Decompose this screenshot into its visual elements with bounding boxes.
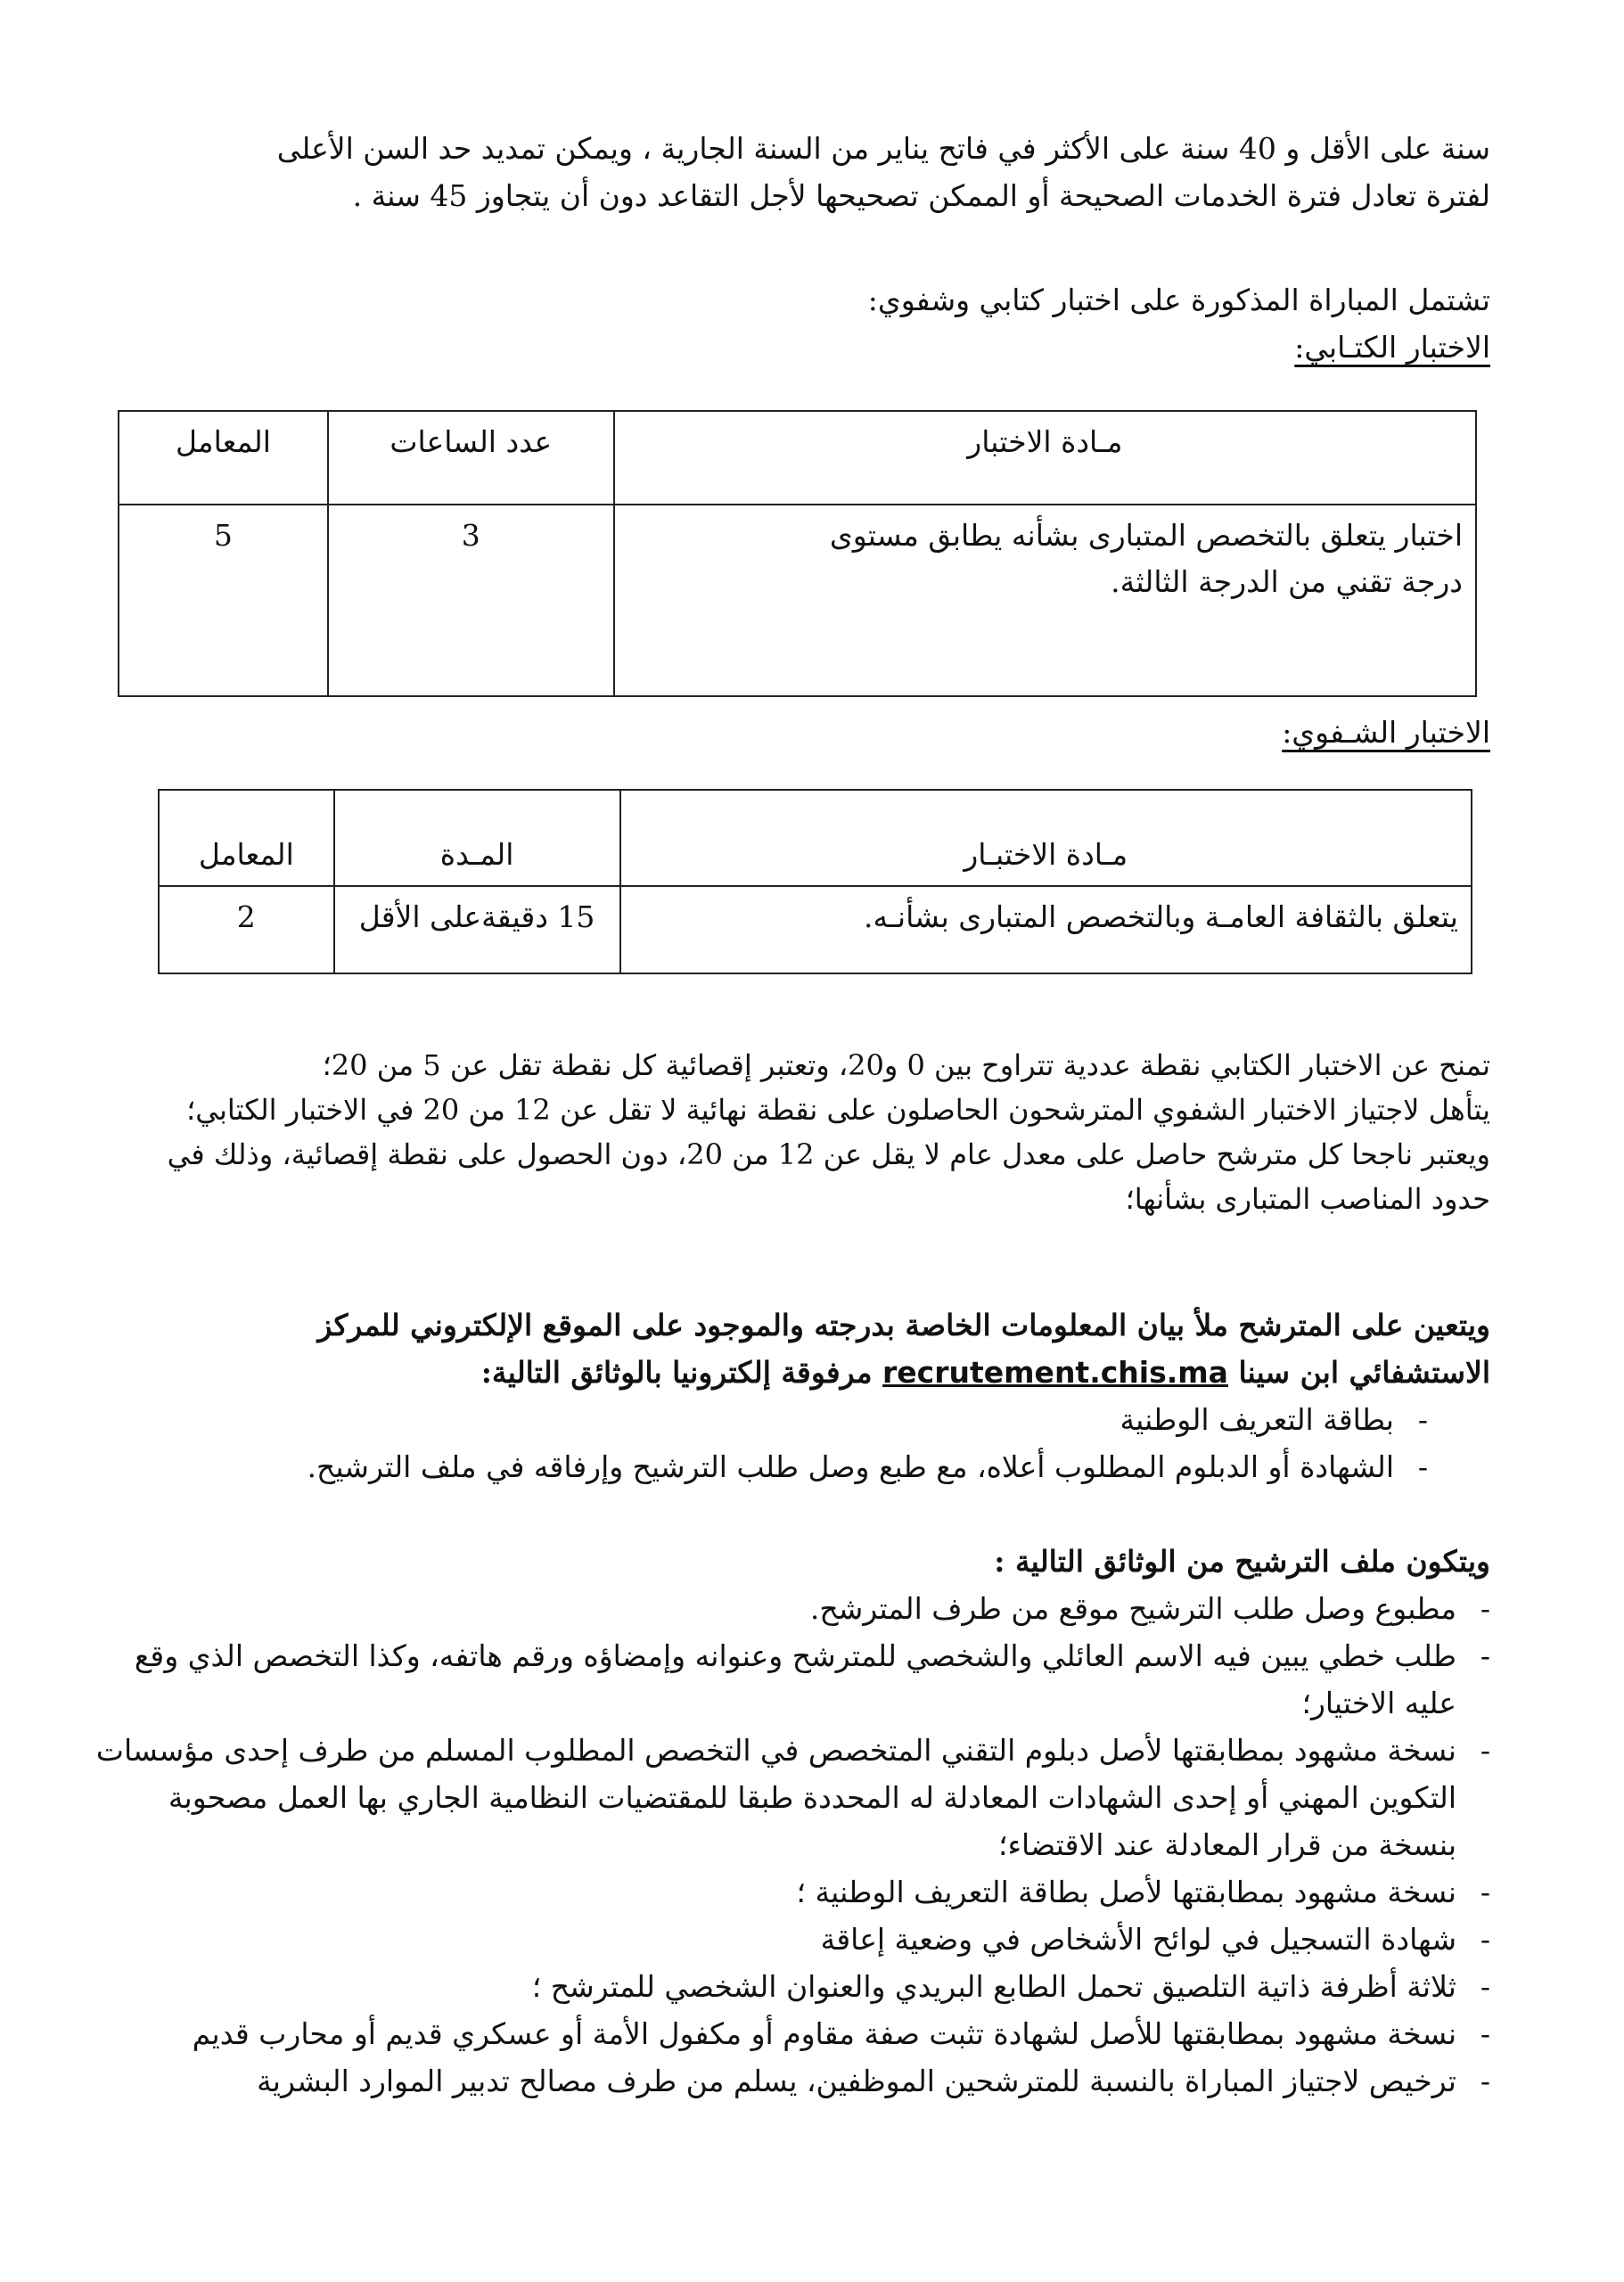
list-item: - طلب خطي يبين فيه الاسم العائلي والشخصي للمترشح وعنوانه وإمضاؤه ورقم هاتفه، وكذا التخصص الذي وقع عليه الاختيار؛ <box>86 1632 1490 1727</box>
list-item: - نسخة مشهود بمطابقتها للأصل لشهادة تثبت صفة مقاوم أو مكفول الأمة أو عسكري قديم أو محارب قديم <box>86 2010 1490 2057</box>
intro-line: لفترة تعادل فترة الخدمات الصحيحة أو الممكن تصحيحها لأجل التقاعد دون أن يتجاوز 45 سنة . <box>352 178 1490 213</box>
header-coefficient: المعامل <box>119 411 328 505</box>
oral-exam-heading: الاختبار الشـفوي: <box>1282 715 1490 750</box>
oral-exam-heading-block <box>118 709 1490 756</box>
header-subject: مـادة الاختبار <box>614 411 1476 505</box>
list-item: - الشهادة أو الدبلوم المطلوب أعلاه، مع طبع وصل طلب الترشيح وإرفاقه في ملف الترشيح. <box>100 1443 1428 1490</box>
list-item: - شهادة التسجيل في لوائح الأشخاص في وضعية إعاقة <box>86 1916 1490 1963</box>
intro-paragraph <box>118 125 1490 219</box>
subject-line: اختبار يتعلق بالتخصص المتبارى بشأنه يطابق مستوى <box>829 518 1463 553</box>
grading-line: ويعتبر ناجحا كل مترشح حاصل على معدل عام لا يقل عن 12 من 20، دون الحصول على نقطة إقصائية، وذلك في <box>167 1137 1490 1171</box>
intro-line: سنة على الأقل و 40 سنة على الأكثر في فاتح يناير من السنة الجارية ، ويمكن تمديد حد السن الأعلى <box>276 131 1490 166</box>
oral-exam-table <box>158 789 1472 974</box>
application-file <box>86 1538 1490 2105</box>
list-item: - نسخة مشهود بمطابقتها لأصل بطاقة التعريف الوطنية ؛ <box>86 1868 1490 1916</box>
cell-subject: يتعلق بالثقافة العامـة وبالتخصص المتبارى بشأنـه. <box>620 886 1472 973</box>
list-item: - نسخة مشهود بمطابقتها لأصل دبلوم التقني المتخصص في التخصص المطلوب المسلم من طرف إحدى مؤسسات التكوين المهني أو إحدى الشهادات المعادلة له المحددة طبقا للمقتضيات النظامية الجاري بها العمل مصحوبة بنسخة من قرار المعادلة عند الاقتضاء؛ <box>86 1727 1490 1868</box>
online-instruction: ويتعين على المترشح ملأ بيان المعلومات الخاصة بدرجته والموجود على الموقع الإلكتروني للمركز <box>317 1308 1490 1342</box>
table-header-row <box>119 411 1476 505</box>
recruitment-website-link[interactable]: recrutement.chis.ma <box>882 1355 1228 1390</box>
cell-coefficient: 2 <box>159 886 334 973</box>
cell-hours: 3 <box>328 505 614 696</box>
header-coefficient: المعامل <box>159 790 334 886</box>
header-duration: المـدة <box>334 790 620 886</box>
online-application <box>100 1301 1490 1490</box>
online-documents-list <box>100 1396 1490 1490</box>
list-item: - ترخيص لاجتياز المباراة بالنسبة للمترشحين الموظفين، يسلم من طرف مصالح تدبير الموارد البشرية <box>86 2057 1490 2105</box>
written-exam-table <box>118 410 1477 697</box>
header-subject: مـادة الاختبـار <box>620 790 1472 886</box>
list-item: - بطاقة التعريف الوطنية <box>100 1396 1428 1443</box>
grading-line: حدود المناصب المتبارى بشأنها؛ <box>1125 1182 1490 1216</box>
written-exam-heading: الاختبار الكتـابي: <box>1294 330 1490 365</box>
exam-intro <box>118 276 1490 371</box>
application-file-heading: ويتكون ملف الترشيح من الوثائق التالية : <box>994 1544 1490 1579</box>
list-item: - ثلاثة أظرفة ذاتية التلصيق تحمل الطابع البريدي والعنوان الشخصي للمترشح ؛ <box>86 1963 1490 2010</box>
application-file-list <box>86 1585 1490 2105</box>
cell-duration: 15 دقيقةعلى الأقل <box>334 886 620 973</box>
grading-rules <box>100 1043 1490 1221</box>
grading-line: تمنح عن الاختبار الكتابي نقطة عددية تتراوح بين 0 و20، وتعتبر إقصائية كل نقطة تقل عن 5 من 20؛ <box>322 1048 1490 1082</box>
subject-line: درجة تقني من الدرجة الثالثة. <box>1111 564 1463 599</box>
grading-line: يتأهل لاجتياز الاختبار الشفوي المترشحون الحاصلون على نقطة نهائية لا تقل عن 12 من 20 في الاختبار الكتابي؛ <box>186 1093 1490 1127</box>
list-item: - مطبوع وصل طلب الترشيح موقع من طرف المترشح. <box>86 1585 1490 1632</box>
cell-coefficient: 5 <box>119 505 328 696</box>
hospital-name: الاستشفائي ابن سينا <box>1238 1355 1490 1390</box>
online-documents-label: مرفوقة إلكترونيا بالوثائق التالية: <box>480 1355 873 1390</box>
header-hours: عدد الساعات <box>328 411 614 505</box>
cell-subject <box>614 505 1476 696</box>
table-header-row <box>159 790 1472 886</box>
exam-intro-text: تشتمل المباراة المذكورة على اختبار كتابي وشفوي: <box>867 283 1490 317</box>
table-row <box>159 886 1472 973</box>
online-instruction-line2 <box>100 1349 1490 1396</box>
table-row <box>119 505 1476 696</box>
